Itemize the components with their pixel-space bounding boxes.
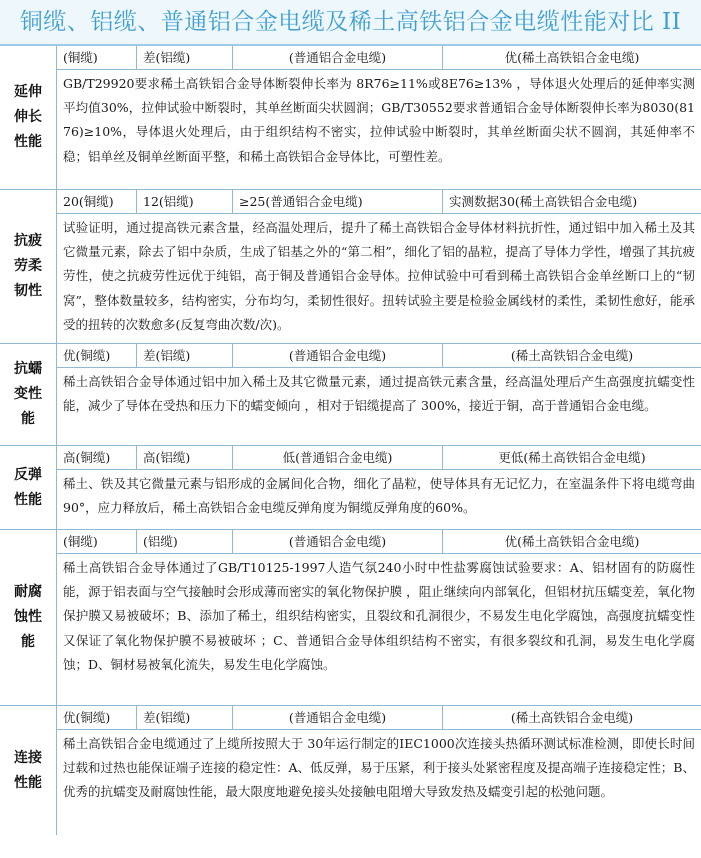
- section-label: 连接性能: [14, 749, 42, 791]
- rating-aluminum: 12(铝缆): [137, 190, 233, 213]
- rating-aluminum: 高(铝缆): [137, 446, 233, 469]
- section-label-cell: [0, 344, 57, 445]
- rating-row: [57, 530, 701, 554]
- rating-copper: (铜缆): [57, 46, 137, 69]
- rating-copper: 高(铜缆): [57, 446, 137, 469]
- rating-copper: 优(铜缆): [57, 344, 137, 367]
- section-label-cell: [0, 46, 57, 189]
- rating-aluminum: 差(铝缆): [137, 344, 233, 367]
- rating-aluminum: (铝缆): [137, 530, 233, 553]
- rating-ordinary-alloy: ≥25(普通铝合金电缆): [233, 190, 443, 213]
- section-text: 试验证明，通过提高铁元素含量，经高温处理后，提升了稀土高铁铝合金导体材料抗折性，通过铝中加入稀土及其它微量元素，除去了铝中杂质，生成了铝基之外的“第二相”，细化了铝的晶粒，提高了导体力学性，增强了其抗疲劳性，使之抗疲劳性远优于纯铝，高于铜及普通铝合金导体。拉伸试验中可看到稀土高铁铝合金单丝断口上的“韧窝”，整体数量较多，结构密实，分布均匀，柔韧性很好。扭转试验主要是检验金属线材的柔性，柔韧性愈好，能承受的扭转的次数愈多(反复弯曲次数/次)。: [63, 220, 695, 332]
- section-label-cell: [0, 706, 57, 835]
- rating-ordinary-alloy: (普通铝合金电缆): [233, 706, 443, 729]
- section-creep-resistance: [0, 344, 701, 446]
- rating-ordinary-alloy: (普通铝合金电缆): [233, 344, 443, 367]
- section-text: 稀土高铁铝合金导体通过铝中加入稀土及其它微量元素，通过提高铁元素含量，经高温处理后产生高强度抗蠕变性能，减少了导体在受热和压力下的蠕变倾向 ，相对于铝缆提高了 300%，接近于铜，高于普通铝合金电缆。: [63, 374, 695, 414]
- rating-rare-earth-alloy: 优(稀土高铁铝合金电缆): [504, 534, 640, 549]
- section-rebound: [0, 446, 701, 530]
- section-fatigue-flexibility: [0, 190, 701, 344]
- section-text: 稀土、铁及其它微量元素与铝形成的金属间化合物，细化了晶粒，使导体具有无记忆力，在室温条件下将电缆弯曲90°，应力释放后，稀土高铁铝合金电缆反弹角度为铜缆反弹角度的60%。: [63, 476, 695, 516]
- section-text: GB/T29920要求稀土高铁铝合金导体断裂伸长率为 8R76≥11%或8E76≥13% ，导体退火处理后的延伸率实测平均值30%，拉伸试验中断裂时，其单丝断面尖状圆润；GB/T30552要求普通铝合金导体断裂伸长率为8030(8176)≥10%，导体退火处理后，由于组织结构不密实，拉伸试验中断裂时，其单丝断面尖状不圆润，其延伸率不稳；铝单丝及铜单丝断面平整，和稀土高铁铝合金导体比，可塑性差。: [63, 76, 695, 164]
- section-connection: [0, 706, 701, 835]
- section-label-cell: [0, 446, 57, 529]
- section-text: 稀土高铁铝合金导体通过了GB/T10125-1997人造气氛240小时中性盐雾腐蚀试验要求：A、铝材固有的防腐性能，源于铝表面与空气接触时会形成薄而密实的氧化物保护膜 ，阻止继续向内部氧化，但铝材抗压蠕变差，氧化物保护膜又易被破坏；B、添加了稀土，组织结构密实，且裂纹和孔洞很少，不易发生电化学腐蚀，高强度抗蠕变性又保证了氧化物保护膜不易被破坏 ；C、普通铝合金导体组织结构不密实，有很多裂纹和孔洞，易发生电化学腐蚀；D、铜材易被氧化流失，易发生电化学腐蚀。: [63, 560, 695, 672]
- rating-aluminum: 差(铝缆): [137, 46, 233, 69]
- rating-rare-earth-alloy: 实测数据30(稀土高铁铝合金电缆): [449, 194, 638, 209]
- rating-aluminum: 差(铝缆): [137, 706, 233, 729]
- rating-ordinary-alloy: (普通铝合金电缆): [233, 530, 443, 553]
- rating-row: [57, 446, 701, 470]
- rating-rare-earth-alloy: (稀土高铁铝合金电缆): [510, 710, 634, 725]
- rating-copper: (铜缆): [57, 530, 137, 553]
- section-label-cell: [0, 530, 57, 705]
- rating-ordinary-alloy: (普通铝合金电缆): [233, 46, 443, 69]
- rating-copper: 优(铜缆): [57, 706, 137, 729]
- rating-rare-earth-alloy: 优(稀土高铁铝合金电缆): [504, 50, 640, 65]
- rating-row: [57, 46, 701, 70]
- section-label: 耐腐蚀性能: [14, 584, 42, 650]
- rating-row: [57, 344, 701, 368]
- section-text: 稀土高铁铝合金电缆通过了上缆所按照大于 30年运行制定的IEC1000次连接头热循环测试标准检测，即使长时间过载和过热也能保证端子连接的稳定性：A、低反弹，易于压紧，利于接头处紧密程度及提高端子连接稳定性；B、优秀的抗蠕变及耐腐蚀性能，最大限度地避免接头处接触电阻增大导致发热及蠕变引起的松弛问题。: [63, 736, 695, 800]
- rating-rare-earth-alloy: (稀土高铁铝合金电缆): [510, 348, 634, 363]
- section-label: 反弹性能: [14, 466, 42, 508]
- rating-row: [57, 190, 701, 214]
- section-label: 抗蠕变性能: [14, 361, 42, 427]
- section-label: 延伸伸长性能: [14, 84, 42, 150]
- section-corrosion-resistance: [0, 530, 701, 706]
- section-label: 抗疲劳柔韧性: [14, 233, 42, 299]
- rating-row: [57, 706, 701, 730]
- section-label-cell: [0, 190, 57, 343]
- rating-copper: 20(铜缆): [57, 190, 137, 213]
- page-title: 铜缆、铝缆、普通铝合金电缆及稀土高铁铝合金电缆性能对比 II: [0, 0, 701, 46]
- rating-rare-earth-alloy: 更低(稀土高铁铝合金电缆): [498, 450, 646, 465]
- rating-ordinary-alloy: 低(普通铝合金电缆): [233, 446, 443, 469]
- section-elongation: [0, 46, 701, 190]
